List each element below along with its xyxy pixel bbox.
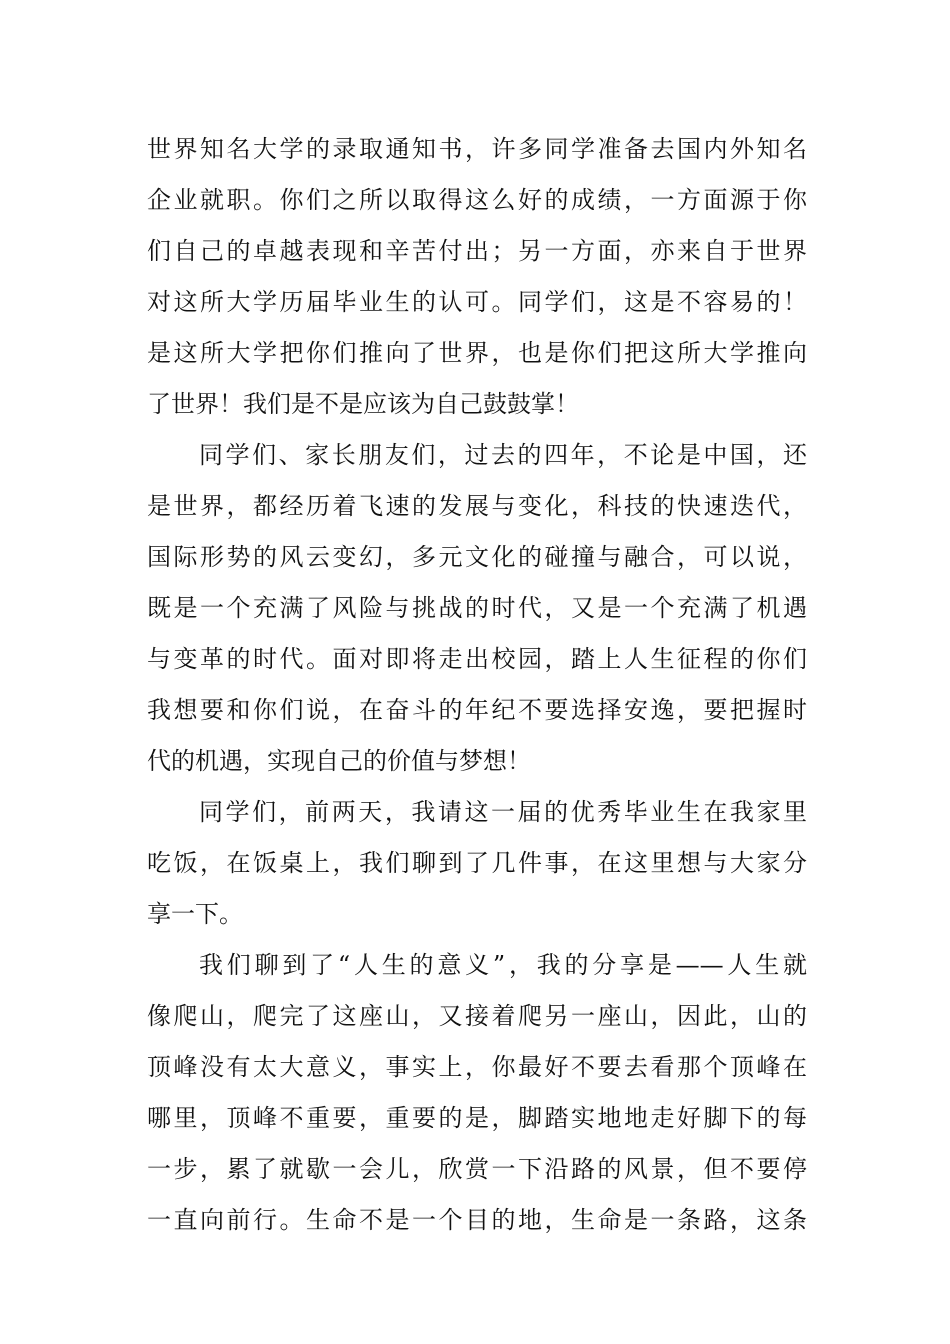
text-line: 一直向前行。生命不是一个目的地，生命是一条路，这条 <box>147 1206 807 1234</box>
text-line: 世界知名大学的录取通知书，许多同学准备去国内外知名 <box>147 135 807 163</box>
text-line: 享一下。 <box>147 900 243 928</box>
text-line: 一步，累了就歇一会儿，欣赏一下沿路的风景，但不要停 <box>147 1155 807 1183</box>
text-line: 对这所大学历届毕业生的认可。同学们，这是不容易的！ <box>147 288 807 316</box>
paragraph-first-line: 同学们，前两天，我请这一届的优秀毕业生在我家里 <box>199 798 807 826</box>
paragraph-first-line: 我们聊到了“人生的意义”，我的分享是——人生就 <box>199 951 807 979</box>
text-line: 顶峰没有太大意义，事实上，你最好不要去看那个顶峰在 <box>147 1053 807 1081</box>
text-line: 是世界，都经历着飞速的发展与变化，科技的快速迭代， <box>147 492 807 520</box>
text-line: 既是一个充满了风险与挑战的时代，又是一个充满了机遇 <box>147 594 807 622</box>
text-line: 与变革的时代。面对即将走出校园，踏上人生征程的你们 <box>147 645 807 673</box>
text-line: 了世界！我们是不是应该为自己鼓鼓掌！ <box>147 390 579 418</box>
text-line: 吃饭，在饭桌上，我们聊到了几件事，在这里想与大家分 <box>147 849 807 877</box>
body-text <box>147 124 807 1246</box>
paragraph-first-line: 同学们、家长朋友们，过去的四年，不论是中国，还 <box>199 441 807 469</box>
text-line: 国际形势的风云变幻，多元文化的碰撞与融合，可以说， <box>147 543 807 571</box>
text-line: 我想要和你们说，在奋斗的年纪不要选择安逸，要把握时 <box>147 696 807 724</box>
text-line: 代的机遇，实现自己的价值与梦想！ <box>147 747 531 775</box>
text-line: 企业就职。你们之所以取得这么好的成绩，一方面源于你 <box>147 186 807 214</box>
text-line: 们自己的卓越表现和辛苦付出；另一方面，亦来自于世界 <box>147 237 807 265</box>
text-line: 像爬山，爬完了这座山，又接着爬另一座山，因此，山的 <box>147 1002 807 1030</box>
text-line: 是这所大学把你们推向了世界，也是你们把这所大学推向 <box>147 339 807 367</box>
text-line: 哪里，顶峰不重要，重要的是，脚踏实地地走好脚下的每 <box>147 1104 807 1132</box>
